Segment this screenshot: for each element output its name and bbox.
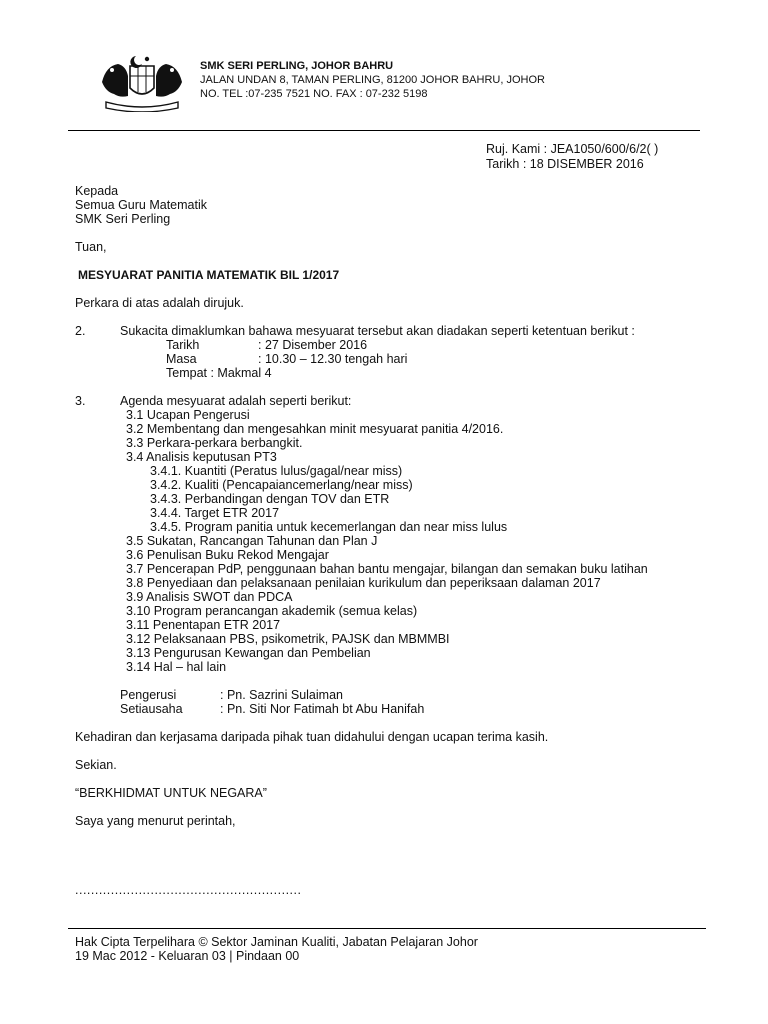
agenda-item: 3.3 Perkara-perkara berbangkit. xyxy=(126,436,303,450)
agenda-subitem: 3.4.4. Target ETR 2017 xyxy=(150,506,280,520)
recipient-kepada: Kepada xyxy=(75,184,119,198)
agenda-item: 3.14 Hal – hal lain xyxy=(126,660,227,674)
section-2-text: Sukacita dimaklumkan bahawa mesyuarat tersebut akan diadakan seperti ketentuan berikut : xyxy=(120,324,635,338)
agenda-item: 3.4 Analisis keputusan PT3 xyxy=(126,450,277,464)
coat-of-arms-icon xyxy=(96,52,188,112)
chairperson-label: Pengerusi xyxy=(120,688,177,702)
intro-text: Perkara di atas adalah dirujuk. xyxy=(75,296,244,310)
agenda-item: 3.8 Penyediaan dan pelaksanaan penilaian kurikulum dan peperiksaan dalaman 2017 xyxy=(126,576,601,590)
header-divider xyxy=(68,130,700,131)
agenda-subitem: 3.4.5. Program panitia untuk kecemerlangan dan near miss lulus xyxy=(150,520,508,534)
meeting-date-value: : 27 Disember 2016 xyxy=(258,338,368,352)
closing-sekian: Sekian. xyxy=(75,758,117,772)
agenda-item: 3.7 Pencerapan PdP, penggunaan bahan bantu mengajar, bilangan dan semakan buku latihan xyxy=(126,562,648,576)
school-address: JALAN UNDAN 8, TAMAN PERLING, 81200 JOHOR BAHRU, JOHOR xyxy=(200,74,545,86)
recipient-line-1: Semua Guru Matematik xyxy=(75,198,207,212)
agenda-item: 3.1 Ucapan Pengerusi xyxy=(126,408,250,422)
section-3-number: 3. xyxy=(75,394,86,408)
school-name: SMK SERI PERLING, JOHOR BAHRU xyxy=(200,60,394,72)
footer-revision: 19 Mac 2012 - Keluaran 03 | Pindaan 00 xyxy=(75,949,300,963)
agenda-subitem: 3.4.3. Perbandingan dengan TOV dan ETR xyxy=(150,492,390,506)
subject-title: MESYUARAT PANITIA MATEMATIK BIL 1/2017 xyxy=(78,268,340,282)
meeting-place: Tempat : Makmal 4 xyxy=(166,366,272,380)
chairperson-value: : Pn. Sazrini Sulaiman xyxy=(220,688,343,702)
agenda-item: 3.5 Sukatan, Rancangan Tahunan dan Plan J xyxy=(126,534,378,548)
secretary-value: : Pn. Siti Nor Fatimah bt Abu Hanifah xyxy=(220,702,425,716)
secretary-label: Setiausaha xyxy=(120,702,183,716)
section-3-text: Agenda mesyuarat adalah seperti berikut: xyxy=(120,394,352,408)
closing-motto: “BERKHIDMAT UNTUK NEGARA” xyxy=(75,786,267,800)
meeting-time-label: Masa xyxy=(166,352,197,366)
meeting-date-label: Tarikh xyxy=(166,338,200,352)
meeting-time-value: : 10.30 – 12.30 tengah hari xyxy=(258,352,408,366)
section-2-number: 2. xyxy=(75,324,86,338)
footer-copyright: Hak Cipta Terpelihara © Sektor Jaminan Kualiti, Jabatan Pelajaran Johor xyxy=(75,935,478,949)
letter-date: Tarikh : 18 DISEMBER 2016 xyxy=(486,157,644,171)
agenda-item: 3.9 Analisis SWOT dan PDCA xyxy=(126,590,293,604)
agenda-item: 3.13 Pengurusan Kewangan dan Pembelian xyxy=(126,646,371,660)
signature-line: ......................................................... xyxy=(75,883,302,897)
closing-saya: Saya yang menurut perintah, xyxy=(75,814,236,828)
footer-divider xyxy=(68,928,706,929)
reference-number: Ruj. Kami : JEA1050/600/6/2( ) xyxy=(486,142,659,156)
agenda-item: 3.2 Membentang dan mengesahkan minit mesyuarat panitia 4/2016. xyxy=(126,422,504,436)
closing-thanks: Kehadiran dan kerjasama daripada pihak tuan didahului dengan ucapan terima kasih. xyxy=(75,730,549,744)
agenda-subitem: 3.4.2. Kualiti (Pencapaiancemerlang/near miss) xyxy=(150,478,413,492)
agenda-subitem: 3.4.1. Kuantiti (Peratus lulus/gagal/near miss) xyxy=(150,464,403,478)
agenda-item: 3.10 Program perancangan akademik (semua kelas) xyxy=(126,604,418,618)
agenda-item: 3.6 Penulisan Buku Rekod Mengajar xyxy=(126,548,329,562)
recipient-line-2: SMK Seri Perling xyxy=(75,212,171,226)
salutation: Tuan, xyxy=(75,240,107,254)
school-phone-fax: NO. TEL :07-235 7521 NO. FAX : 07-232 5198 xyxy=(200,88,428,100)
agenda-item: 3.11 Penentapan ETR 2017 xyxy=(126,618,281,632)
agenda-item: 3.12 Pelaksanaan PBS, psikometrik, PAJSK dan MBMMBI xyxy=(126,632,450,646)
